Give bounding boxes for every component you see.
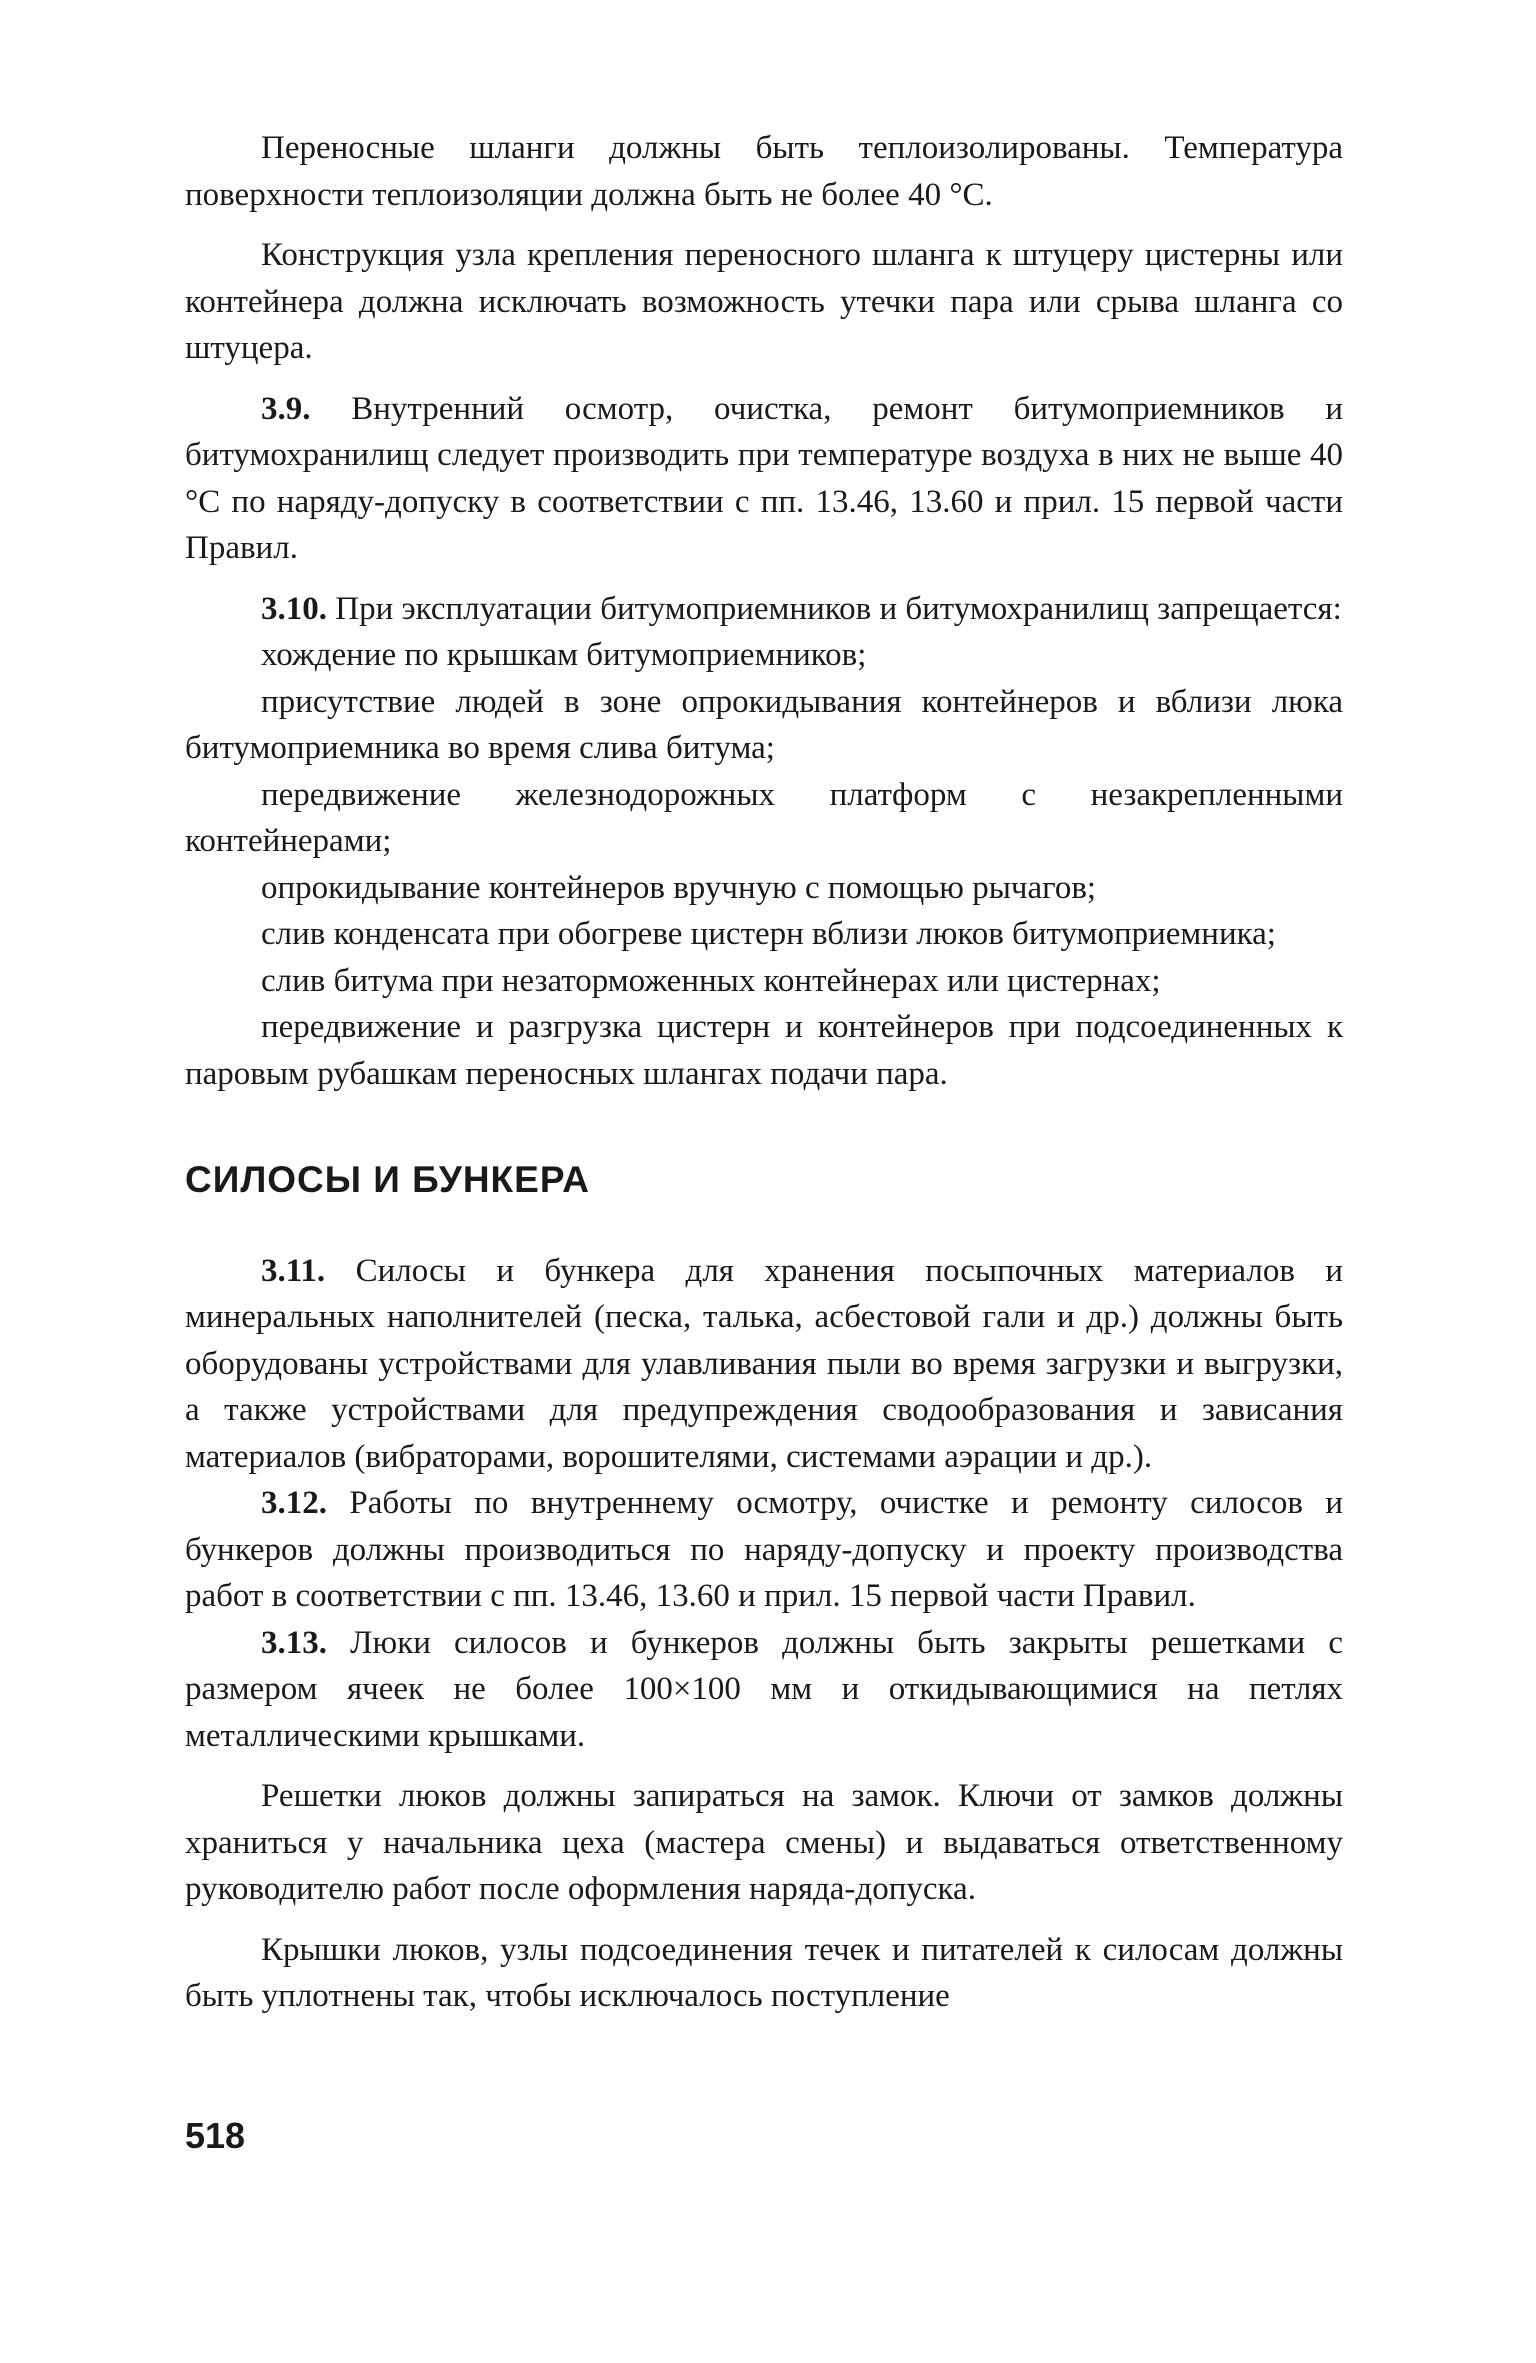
clause-number: 3.11.	[261, 1252, 326, 1289]
clause-3-13	[185, 1620, 1343, 1760]
paragraph-hose-fastening: Конструкция узла крепления переносного шланга к штуцеру цистерны или контейнера должна исключать возможность утечки пара или срыва шланга со штуцера.	[185, 237, 1343, 366]
clause-text: Силосы и бункера для хранения посыпочных материалов и минеральных наполнителей (песка, талька, асбестовой гали и др.) должны быть оборудованы устройствами для улавливания пыли во время загрузки и выгрузки, а также устройствами для предупреждения сводообразования и зависания материалов (вибраторами, ворошителями, системами аэрации и др.).	[185, 1252, 1344, 1475]
clause-text: Внутренний осмотр, очистка, ремонт битумоприемников и битумохранилищ следует производить при температуре воздуха в них не выше 40 °С по наряду-допуску в соответствии с пп. 13.46, 13.60 и прил. 15 первой части Правил.	[185, 390, 1343, 566]
page-number: 518	[185, 2115, 246, 2156]
clause-3-12	[185, 1480, 1343, 1620]
clause-number: 3.10.	[261, 590, 327, 627]
list-item: присутствие людей в зоне опрокидывания контейнеров и вблизи люка битумоприемника во время слива битума;	[185, 683, 1343, 766]
list-item: слив битума при незаторможенных контейнерах или цистернах;	[261, 962, 1161, 999]
clause-3-11	[185, 1248, 1343, 1481]
clause-number: 3.13.	[261, 1624, 327, 1661]
list-item: передвижение и разгрузка цистерн и контейнеров при подсоединенных к паровым рубашкам переносных шлангах подачи пара.	[185, 1009, 1343, 1092]
list-item: передвижение железнодорожных платформ с незакрепленными контейнерами;	[185, 776, 1343, 859]
paragraph-hose-insulation: Переносные шланги должны быть теплоизолированы. Температура поверхности теплоизоляции должна быть не более 40 °С.	[185, 130, 1343, 213]
clause-3-9	[185, 386, 1343, 572]
document-page	[185, 125, 1343, 2020]
clause-text: Люки силосов и бункеров должны быть закрыты решетками с размером ячеек не более 100×100 мм и откидывающимися на петлях металлическими крышками.	[185, 1624, 1344, 1754]
clause-text: Работы по внутреннему осмотру, очистке и ремонту силосов и бункеров должны производиться по наряду-допуску и проекту производства работ в соответствии с пп. 13.46, 13.60 и прил. 15 первой части Правил.	[185, 1485, 1344, 1614]
paragraph-hatch-covers: Крышки люков, узлы подсоединения течек и питателей к силосам должны быть уплотнены так, чтобы исключалось поступление	[185, 1931, 1343, 2014]
clause-text: При эксплуатации битумоприемников и битумохранилищ запрещается:	[335, 590, 1342, 627]
clause-3-10	[185, 586, 1343, 633]
paragraph-hatch-grates: Решетки люков должны запираться на замок. Ключи от замков должны храниться у начальника цеха (мастера смены) и выдаваться ответственному руководителю работ после оформления наряда-допуска.	[185, 1778, 1343, 1907]
clause-number: 3.12.	[261, 1485, 327, 1521]
section-heading: СИЛОСЫ И БУНКЕРА	[185, 1159, 590, 1200]
list-item: опрокидывание контейнеров вручную с помощью рычагов;	[261, 869, 1097, 906]
list-item: хождение по крышкам битумоприемников;	[261, 637, 867, 673]
clause-number: 3.9.	[261, 390, 311, 427]
list-item: слив конденсата при обогреве цистерн вблизи люков битумоприемника;	[261, 916, 1276, 952]
